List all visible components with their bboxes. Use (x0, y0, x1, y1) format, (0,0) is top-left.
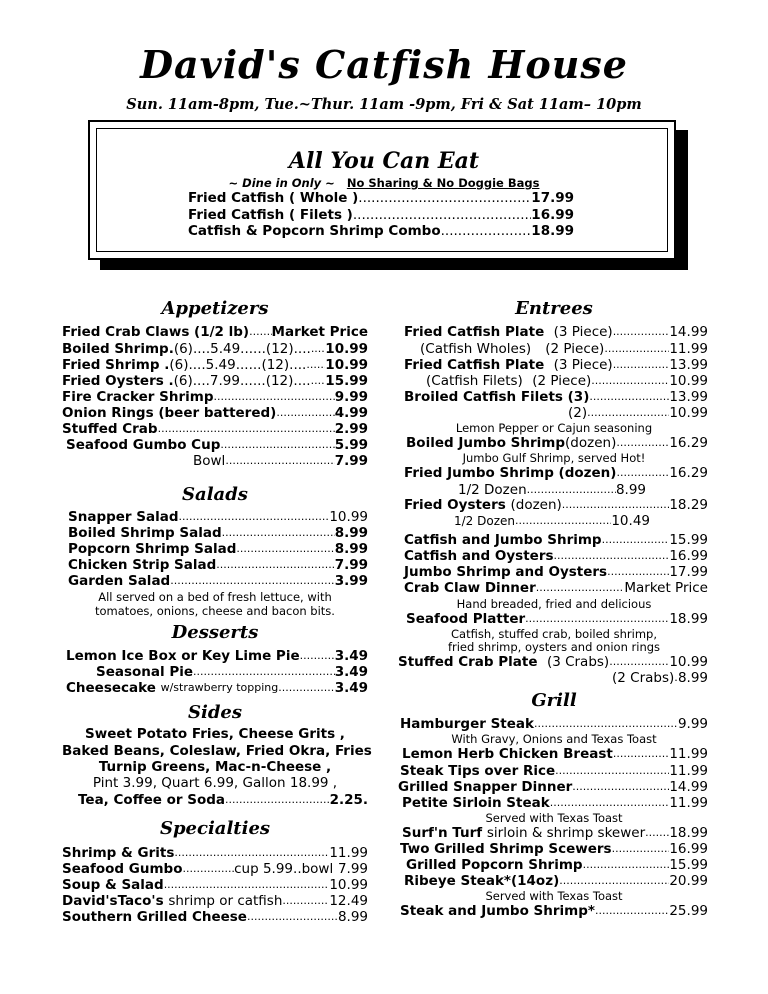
sides-line: Turnip Greens, Mac-n-Cheese , (98, 759, 332, 775)
menu-item: Bowl ..... 7.99 (193, 453, 368, 469)
menu-item: Lemon Herb Chicken Breast ..... 11.99 (402, 746, 708, 762)
menu-item: Seafood Gumbo Cup ..... 5.99 (66, 437, 368, 453)
menu-item: (2 Crabs) ..... 8.99 (612, 670, 708, 686)
entrees-heading: Entrees (515, 298, 593, 319)
menu-item: Fire Cracker Shrimp ..... 9.99 (62, 389, 368, 405)
grill-heading: Grill (531, 690, 577, 711)
menu-item: Lemon Ice Box or Key Lime Pie ..... 3.49 (66, 648, 368, 664)
menu-item: Tea, Coffee or Soda ..... 2.25. (78, 792, 368, 808)
menu-item: (Catfish Wholes) (2 Piece) ..... 11.99 (420, 341, 708, 357)
menu-item: Crab Claw Dinner ..... Market Price (404, 580, 708, 596)
menu-item: Grilled Popcorn Shrimp ..... 15.99 (406, 857, 708, 873)
menu-item: Onion Rings (beer battered) ..... 4.99 (62, 405, 368, 421)
entree-note: Lemon Pepper or Cajun seasoning (455, 421, 653, 435)
menu-item: Petite Sirloin Steak ..... 11.99 (402, 795, 708, 811)
menu-item: Fried Catfish Plate (3 Piece) ..... 14.99 (404, 324, 708, 340)
menu-item: (2) ..... 10.99 (568, 405, 708, 421)
menu-item: Fried Catfish Plate (3 Piece) ..... 13.99 (404, 357, 708, 373)
ayce-no-sharing: No Sharing & No Doggie Bags (346, 176, 540, 190)
menu-item: Southern Grilled Cheese ..... 8.99 (62, 909, 368, 925)
sides-heading: Sides (187, 702, 242, 723)
menu-item: 1/2 Dozen ..... 8.99 (458, 482, 646, 498)
menu-item: (Catfish Filets) (2 Piece) ..... 10.99 (426, 373, 708, 389)
ayce-subtitle (0, 176, 768, 190)
ayce-dine-in: ~ Dine in Only ~ (228, 176, 335, 190)
appetizers-heading: Appetizers (161, 298, 269, 319)
menu-item: Stuffed Crab Plate (3 Crabs) ..... 10.99 (398, 654, 708, 670)
menu-item: Two Grilled Shrimp Scewers ..... 16.99 (400, 841, 708, 857)
menu-item: Catfish and Jumbo Shrimp ..... 15.99 (404, 532, 708, 548)
menu-item: Surf'n Turf sirloin & shrimp skewer ..... 18.99 (402, 825, 708, 841)
menu-item: Fried Shrimp . (6)....5.49......(12).... ..... 10.99 (62, 357, 368, 373)
menu-item: Fried Jumbo Shrimp (dozen) ..... 16.29 (404, 465, 708, 481)
menu-item: Soup & Salad ..... 10.99 (62, 877, 368, 893)
menu-item: Popcorn Shrimp Salad ..... 8.99 (68, 541, 368, 557)
entree-note: fried shrimp, oysters and onion rings (447, 640, 661, 654)
menu-item: Steak Tips over Rice ..... 11.99 (400, 763, 708, 779)
sides-line: Sweet Potato Fries, Cheese Grits , (85, 726, 345, 742)
restaurant-title: David's Catfish House (140, 42, 628, 87)
entree-note: Catfish, stuffed crab, boiled shrimp, (451, 627, 657, 641)
menu-item: Seasonal Pie ..... 3.49 (96, 664, 368, 680)
ayce-item: Fried Catfish ( Whole ) ..... 17.99 (188, 190, 574, 206)
salads-note: tomatoes, onions, cheese and bacon bits. (95, 604, 335, 618)
ayce-title: All You Can Eat (288, 148, 480, 174)
menu-item: Ribeye Steak*(14oz) ..... 20.99 (404, 873, 708, 889)
menu-item: David'sTaco's shrimp or catfish ..... 12.49 (62, 893, 368, 909)
menu-item: Catfish and Oysters ..... 16.99 (404, 548, 708, 564)
menu-item: 1/2 Dozen ..... 10.49 (454, 513, 650, 529)
entree-note: Jumbo Gulf Shrimp, served Hot! (462, 451, 646, 465)
menu-item: Chicken Strip Salad ..... 7.99 (68, 557, 368, 573)
menu-item: Hamburger Steak ..... 9.99 (400, 716, 708, 732)
menu-item: Garden Salad ..... 3.99 (68, 573, 368, 589)
specialties-heading: Specialties (159, 818, 271, 839)
sides-line: Pint 3.99, Quart 6.99, Gallon 18.99 , (92, 775, 338, 791)
salads-note: All served on a bed of fresh lettuce, with (98, 590, 332, 604)
menu-item: Seafood Gumbo ..... cup 5.99..bowl 7.99 (62, 861, 368, 877)
grill-note: Served with Texas Toast (485, 889, 623, 903)
menu-item: Fried Oysters . (6)....7.99......(12).... ..... 15.99 (62, 373, 368, 389)
grill-note: With Gravy, Onions and Texas Toast (451, 732, 657, 746)
menu-item: Boiled Shrimp Salad ..... 8.99 (68, 525, 368, 541)
menu-item: Snapper Salad ..... 10.99 (68, 509, 368, 525)
ayce-item: Catfish & Popcorn Shrimp Combo ..... 18.99 (188, 223, 574, 239)
menu-item: Broiled Catfish Filets (3) ..... 13.99 (404, 389, 708, 405)
menu-item: Boiled Jumbo Shrimp (dozen) ..... 16.29 (406, 435, 708, 451)
menu-item: Fried Oysters (dozen) ..... 18.29 (404, 497, 708, 513)
menu-item: Cheesecake w/strawberry topping ..... 3.49 (66, 680, 368, 696)
grill-note: Served with Texas Toast (485, 811, 623, 825)
menu-item: Fried Crab Claws (1/2 lb) ..... Market Price (62, 324, 368, 340)
menu-item: Steak and Jumbo Shrimp* ..... 25.99 (400, 903, 708, 919)
desserts-heading: Desserts (171, 622, 259, 643)
salads-heading: Salads (182, 484, 248, 505)
menu-item: Boiled Shrimp. (6)....5.49......(12).... ..... 10.99 (62, 341, 368, 357)
menu-item: Stuffed Crab ..... 2.99 (62, 421, 368, 437)
menu-item: Shrimp & Grits ..... 11.99 (62, 845, 368, 861)
menu-item: Jumbo Shrimp and Oysters ..... 17.99 (404, 564, 708, 580)
entree-note: Hand breaded, fried and delicious (456, 597, 652, 611)
opening-hours: Sun. 11am-8pm, Tue.~Thur. 11am -9pm, Fri & Sat 11am– 10pm (126, 96, 642, 113)
ayce-item: Fried Catfish ( Filets ) ..... 16.99 (188, 207, 574, 223)
sides-line: Baked Beans, Coleslaw, Fried Okra, Fries (62, 743, 372, 759)
menu-item: Seafood Platter ..... 18.99 (406, 611, 708, 627)
menu-item: Grilled Snapper Dinner ..... 14.99 (398, 779, 708, 795)
